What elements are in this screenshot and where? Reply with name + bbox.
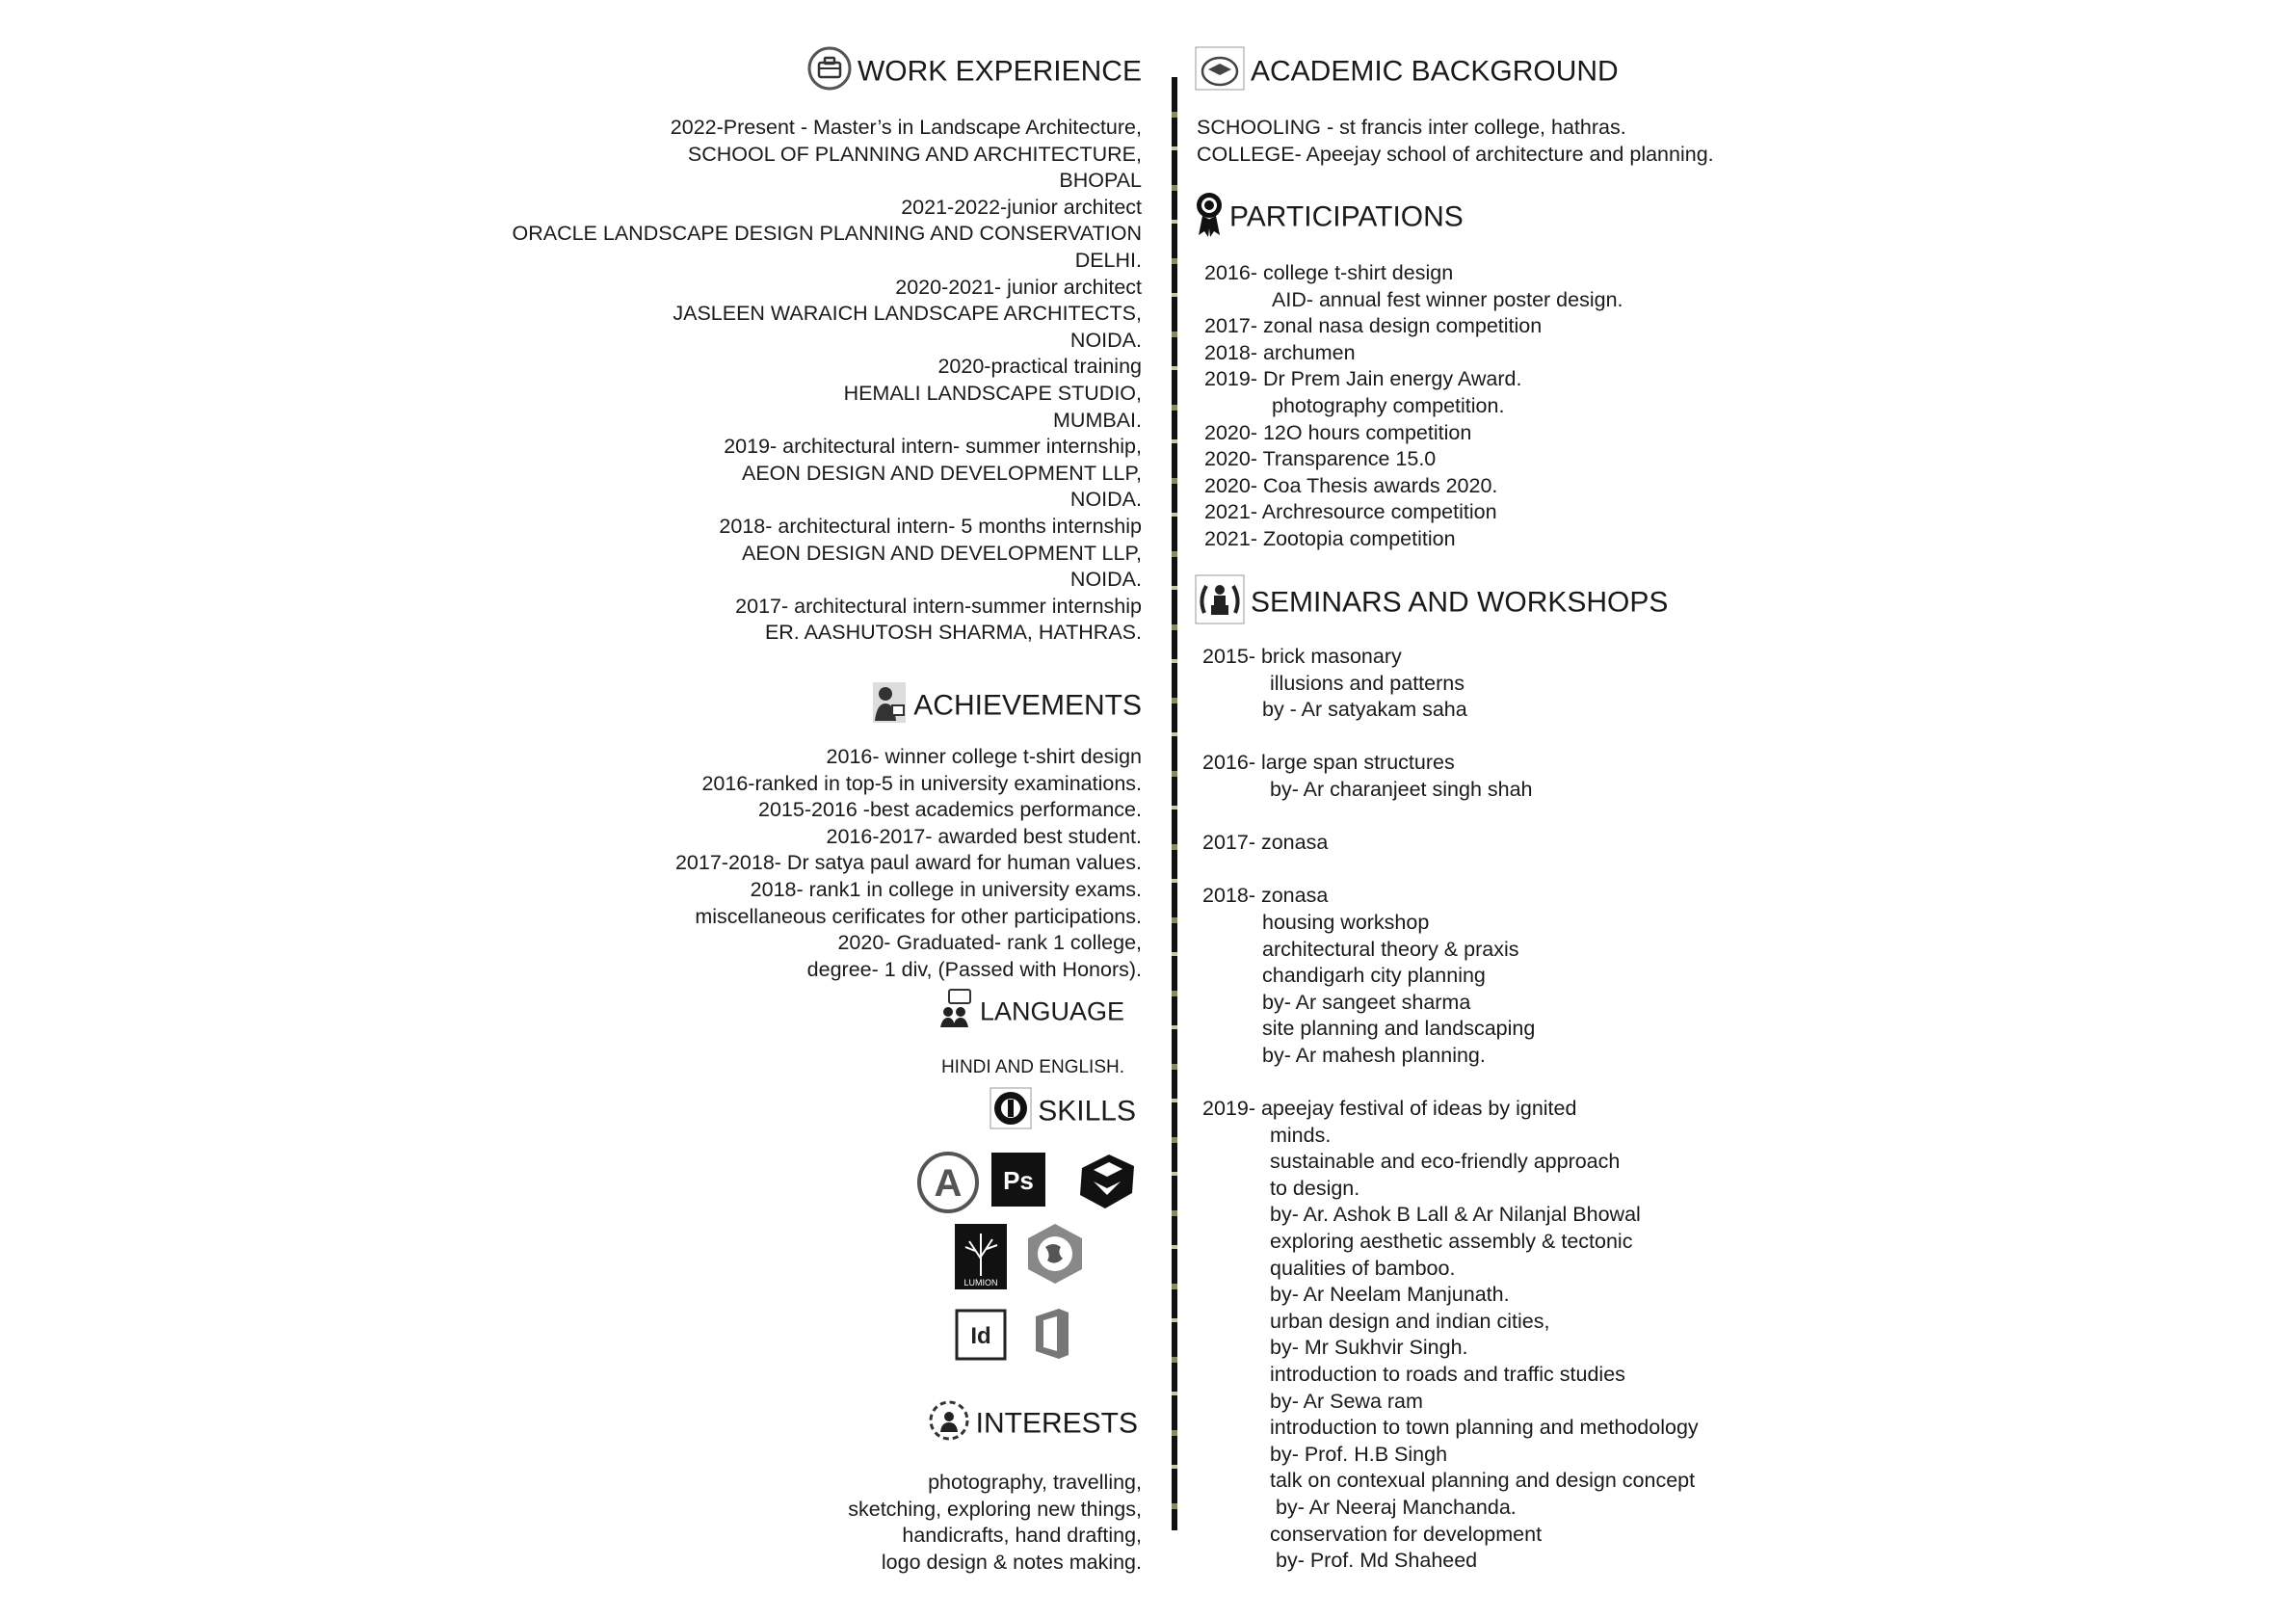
seminar-line: by- Ar Neelam Manjunath. [1270,1283,1510,1307]
academic-title: ACADEMIC BACKGROUND [1251,55,1619,88]
achievement-line: 2017-2018- Dr satya paul award for human values. [674,851,1142,875]
participations-title: PARTICIPATIONS [1229,200,1464,233]
achievements-title: ACHIEVEMENTS [913,689,1142,722]
seminar-line [1202,1070,1699,1097]
participation-line: 2020- 12O hours competition [1204,420,1472,444]
seminar-line: site planning and landscaping [1262,1017,1536,1041]
seminars-title: SEMINARS AND WORKSHOPS [1251,586,1669,619]
indesign-logo [955,1309,1007,1366]
interest-line: handicrafts, hand drafting, [902,1524,1142,1548]
svg-text:Id: Id [970,1323,991,1349]
work-experience-line: ORACLE LANDSCAPE DESIGN PLANNING AND CONSERVATION [512,222,1142,246]
interests-heading [928,1399,1138,1450]
participations-list [1204,260,1623,553]
seminar-line: by- Ar Sewa ram [1270,1389,1423,1413]
interest-line: logo design & notes making. [881,1550,1142,1574]
participations-heading [1195,191,1464,246]
participation-line: 2018- archumen [1204,340,1356,364]
work-experience-line: NOIDA. [1069,568,1142,592]
achievement-line: 2016-2017- awarded best student. [826,824,1142,848]
academic-line: SCHOOLING - st francis inter college, hathras. [1197,116,1626,139]
language-title: LANGUAGE [979,996,1124,1026]
seminar-line: urban design and indian cities, [1270,1309,1550,1333]
seminar-line: minds. [1270,1123,1332,1147]
participation-line: 2017- zonal nasa design competition [1204,314,1543,338]
seminar-line: 2017- zonasa [1202,831,1329,855]
seminars-heading [1195,574,1668,633]
language-text: HINDI AND ENGLISH. [940,1057,1124,1077]
seminar-line: talk on contexual planning and design concept [1270,1469,1696,1493]
gear-icon [990,1087,1032,1138]
seminar-line: conservation for development [1270,1522,1543,1546]
seminar-line: sustainable and eco-friendly approach [1270,1150,1621,1174]
participation-line: 2016- college t-shirt design [1204,261,1454,284]
work-experience-line: AEON DESIGN AND DEVELOPMENT LLP, [741,541,1142,565]
sketchup-logo [1076,1153,1138,1215]
seminar-line: by- Prof. Md Shaheed [1276,1549,1478,1573]
svg-text:Ps: Ps [1003,1166,1034,1195]
achievements-list [675,744,1142,983]
work-experience-line: MUMBAI. [1053,408,1142,432]
seminar-line: by- Prof. H.B Singh [1270,1442,1448,1466]
achievement-line: miscellaneous cerificates for other participations. [695,904,1142,928]
participation-line: 2021- Archresource competition [1204,500,1497,524]
skills-title: SKILLS [1038,1095,1136,1128]
seminars-list [1202,644,1699,1575]
seminar-line [1202,857,1699,884]
graduation-cap-icon [1195,46,1245,99]
seminar-line: 2015- brick masonary [1202,645,1402,668]
work-experience-line: 2019- architectural intern- summer internship, [724,435,1142,459]
seminar-line: 2016- large span structures [1202,751,1455,775]
seminar-line: introduction to town planning and methodology [1270,1416,1699,1440]
seminar-line: to design. [1270,1176,1360,1200]
autocad-logo [916,1151,980,1219]
svg-text:LUMION: LUMION [963,1278,998,1287]
photoshop-logo [991,1153,1045,1211]
seminar-line [1202,724,1699,751]
seminar-line: 2018- zonasa [1202,884,1329,908]
work-experience-line: NOIDA. [1069,488,1142,512]
work-experience-line: JASLEEN WARAICH LANDSCAPE ARCHITECTS, [673,302,1142,326]
seminar-line: by- Ar Neeraj Manchanda. [1276,1496,1517,1519]
lumion-logo [955,1224,1007,1294]
seminar-line: illusions and patterns [1270,671,1465,695]
work-experience-line: DELHI. [1074,248,1142,272]
achievement-line: 2018- rank1 in college in university exams. [750,877,1142,901]
interests-list [848,1470,1142,1576]
earth-app-logo [1024,1222,1086,1290]
seminar-line: by- Ar mahesh planning. [1262,1043,1486,1067]
academic-heading [1195,46,1619,99]
achievement-line: 2016-ranked in top-5 in university examinations. [701,771,1142,795]
ribbon-medal-icon [1195,191,1224,246]
skills-heading [990,1087,1136,1138]
interests-title: INTERESTS [975,1407,1138,1440]
seminar-line: exploring aesthetic assembly & tectonic [1270,1230,1633,1254]
people-group-icon [928,1399,970,1450]
briefcase-icon [807,46,852,99]
participation-line: photography competition. [1272,393,1505,417]
achievement-line: 2020- Graduated- rank 1 college, [837,931,1142,955]
seminar-line: qualities of bamboo. [1270,1256,1456,1280]
achievement-line: 2015-2016 -best academics performance. [758,798,1142,822]
work-experience-line: NOIDA. [1069,328,1142,352]
seminar-line: architectural theory & praxis [1262,937,1519,961]
seminar-line: by- Ar sangeet sharma [1262,990,1471,1014]
participation-line: 2020- Coa Thesis awards 2020. [1204,473,1498,497]
work-experience-title: WORK EXPERIENCE [857,55,1142,88]
seminar-line: 2019- apeejay festival of ideas by ignited [1202,1097,1577,1121]
participation-line: AID- annual fest winner poster design. [1272,287,1623,311]
seminar-line: housing workshop [1262,910,1430,934]
center-divider [1172,77,1177,1530]
achievement-line: 2016- winner college t-shirt design [826,745,1142,768]
work-experience-line: 2021-2022-junior architect [901,195,1142,219]
work-experience-line: 2022-Present - Master’s in Landscape Architecture, [670,116,1142,139]
work-experience-line: BHOPAL [1059,169,1142,193]
achievement-line: degree- 1 div, (Passed with Honors). [806,957,1142,981]
academic-line: COLLEGE- Apeejay school of architecture and planning. [1197,142,1714,166]
work-experience-line: AEON DESIGN AND DEVELOPMENT LLP, [741,461,1142,485]
award-person-icon [871,680,908,733]
work-experience-line: HEMALI LANDSCAPE STUDIO, [843,381,1142,405]
svg-text:A: A [934,1162,963,1205]
seminar-line: introduction to roads and traffic studies [1270,1363,1625,1387]
seminar-line: by- Ar charanjeet singh shah [1270,777,1533,801]
speaker-laurel-icon [1195,574,1245,633]
seminar-line [1202,804,1699,831]
interest-line: photography, travelling, [928,1471,1142,1494]
work-experience-list [512,115,1142,647]
language-heading [939,989,1124,1038]
participation-line: 2019- Dr Prem Jain energy Award. [1204,367,1522,391]
interest-line: sketching, exploring new things, [848,1497,1142,1521]
achievements-heading [871,680,1142,733]
work-experience-line: SCHOOL OF PLANNING AND ARCHITECTURE, [687,142,1142,166]
work-experience-line: 2018- architectural intern- 5 months internship [719,514,1142,538]
people-speech-icon [939,989,974,1038]
work-experience-line: 2020-2021- junior architect [895,275,1142,299]
work-experience-line: 2017- architectural intern-summer internship [735,594,1142,618]
seminar-line: chandigarh city planning [1262,964,1486,988]
academic-list [1197,115,1714,168]
participation-line: 2020- Transparence 15.0 [1204,447,1437,471]
seminar-line: by- Ar. Ashok B Lall & Ar Nilanjal Bhowal [1270,1203,1641,1227]
work-experience-line: 2020-practical training [937,355,1142,379]
office-logo [1030,1307,1074,1366]
participation-line: 2021- Zootopia competition [1204,526,1456,550]
work-experience-heading [807,46,1142,99]
seminar-line: by- Mr Sukhvir Singh. [1270,1336,1468,1360]
work-experience-line: ER. AASHUTOSH SHARMA, HATHRAS. [764,621,1142,645]
seminar-line: by - Ar satyakam saha [1262,698,1467,722]
